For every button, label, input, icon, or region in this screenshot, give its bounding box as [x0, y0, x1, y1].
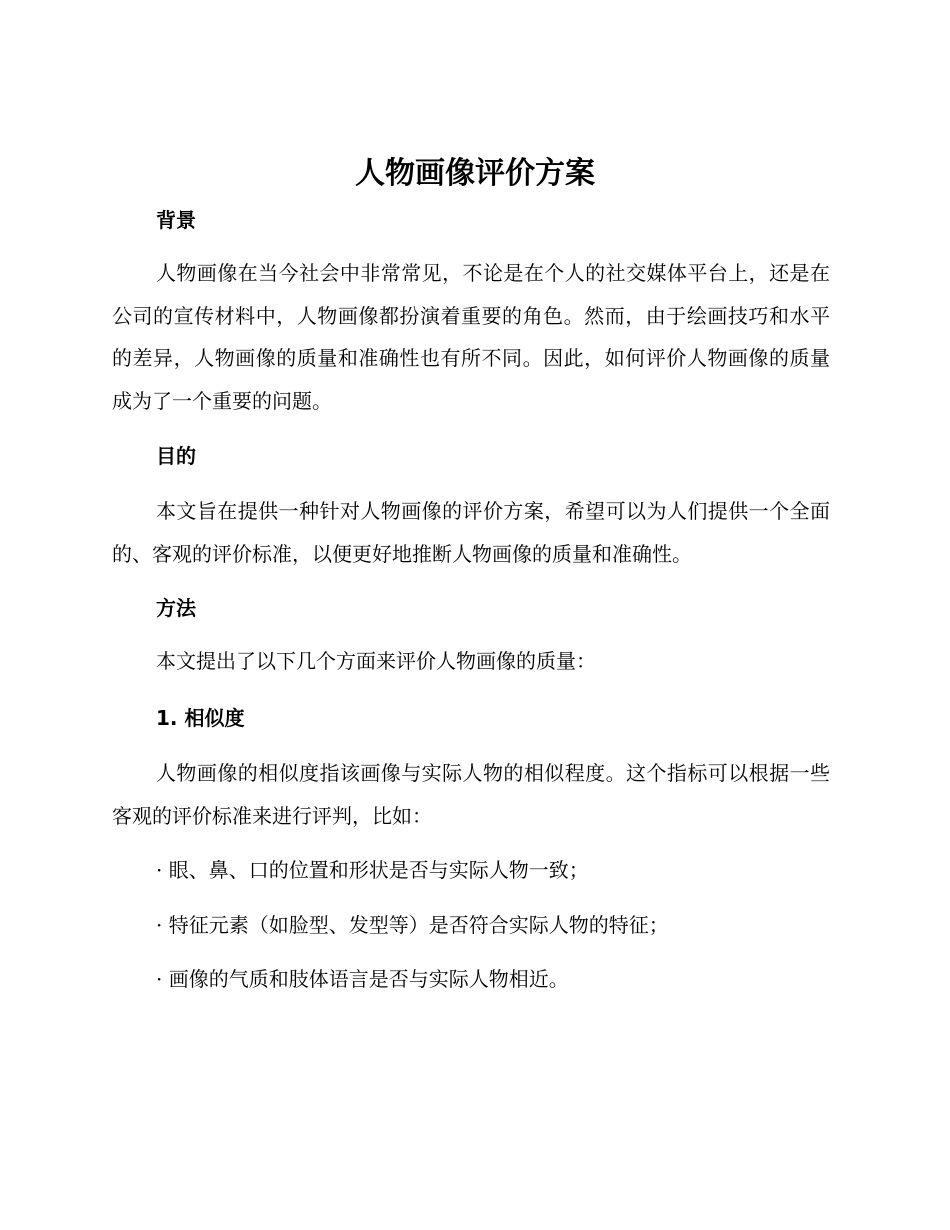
bullet-item: · 画像的气质和肢体语言是否与实际人物相近。	[156, 967, 569, 991]
bullet-item: · 特征元素（如脸型、发型等）是否符合实际人物的特征；	[156, 913, 669, 937]
similarity-paragraph: 人物画像的相似度指该画像与实际人物的相似程度。这个指标可以根据一些客观的评价标准来进行评判，比如：	[112, 761, 830, 828]
section-heading-purpose: 目的	[156, 444, 196, 468]
bullet-item: · 眼、鼻、口的位置和形状是否与实际人物一致；	[156, 858, 589, 882]
background-paragraph: 人物画像在当今社会中非常常见，不论是在个人的社交媒体平台上，还是在公司的宣传材料中，人物画像都扮演着重要的角色。然而，由于绘画技巧和水平的差异，人物画像的质量和准确性也有所不同。因此，如何评价人物画像的质量成为了一个重要的问题。	[112, 261, 830, 413]
purpose-paragraph: 本文旨在提供一种针对人物画像的评价方案，希望可以为人们提供一个全面的、客观的评价标准，以便更好地推断人物画像的质量和准确性。	[112, 499, 830, 566]
document-title: 人物画像评价方案	[355, 156, 595, 191]
section-heading-background: 背景	[156, 208, 196, 232]
section-heading-similarity: 1. 相似度	[156, 706, 245, 730]
section-heading-method: 方法	[156, 596, 196, 620]
method-paragraph: 本文提出了以下几个方面来评价人物画像的质量：	[156, 649, 596, 673]
